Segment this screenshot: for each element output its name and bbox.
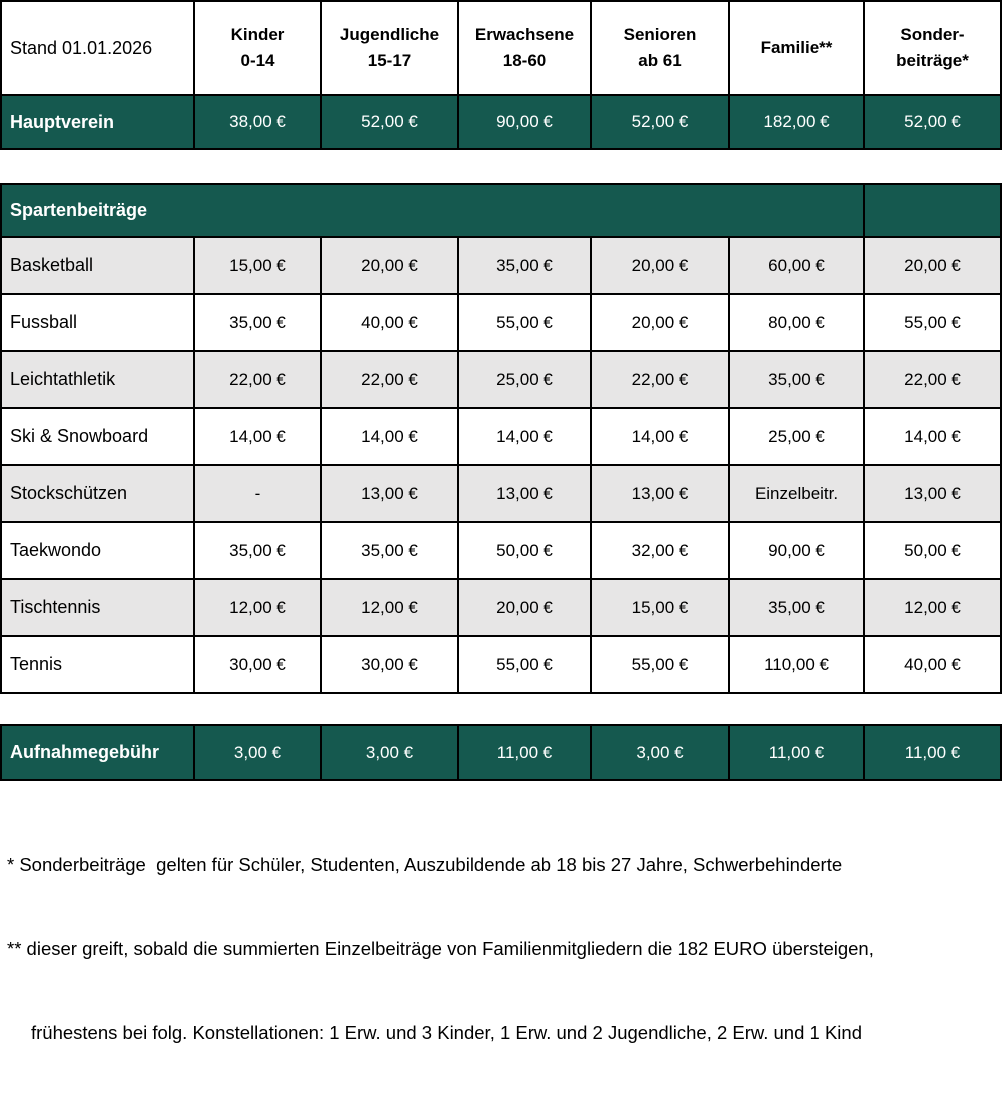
col-header-line: ab 61 bbox=[638, 51, 682, 70]
fee-cell: 20,00 € bbox=[591, 294, 729, 351]
col-header-line: Sonder- bbox=[900, 25, 965, 44]
row-fussball bbox=[1, 294, 1001, 351]
fee-cell: 40,00 € bbox=[321, 294, 458, 351]
row-ski-snowboard bbox=[1, 408, 1001, 465]
fee-cell: 22,00 € bbox=[591, 351, 729, 408]
fee-cell: 35,00 € bbox=[729, 579, 864, 636]
fee-cell: 12,00 € bbox=[194, 579, 321, 636]
fee-cell: 14,00 € bbox=[321, 408, 458, 465]
fee-cell: 60,00 € bbox=[729, 237, 864, 294]
col-header-line: beiträge* bbox=[896, 51, 969, 70]
fee-cell: 55,00 € bbox=[591, 636, 729, 693]
fee-cell: 14,00 € bbox=[458, 408, 591, 465]
fee-cell: 35,00 € bbox=[729, 351, 864, 408]
col-header-line: Kinder bbox=[230, 25, 285, 44]
fee-cell: 38,00 € bbox=[194, 95, 321, 149]
row-label: Fussball bbox=[1, 294, 194, 351]
col-header-jugendliche bbox=[321, 1, 458, 95]
row-stockschuetzen bbox=[1, 465, 1001, 522]
sparten-section-title: Spartenbeiträge bbox=[1, 184, 864, 237]
col-header-familie bbox=[729, 1, 864, 95]
fee-cell: 15,00 € bbox=[194, 237, 321, 294]
col-header-line: Familie** bbox=[760, 38, 833, 57]
fee-cell: 30,00 € bbox=[194, 636, 321, 693]
fee-cell: 90,00 € bbox=[458, 95, 591, 149]
fee-cell: 55,00 € bbox=[458, 636, 591, 693]
aufnahmegebuehr-row bbox=[1, 725, 1001, 780]
fee-cell: 11,00 € bbox=[864, 725, 1001, 780]
sparten-section-header-row bbox=[1, 184, 1001, 237]
fee-cell: 13,00 € bbox=[458, 465, 591, 522]
fee-cell: 110,00 € bbox=[729, 636, 864, 693]
fee-cell: 20,00 € bbox=[591, 237, 729, 294]
fee-cell: 40,00 € bbox=[864, 636, 1001, 693]
row-label: Taekwondo bbox=[1, 522, 194, 579]
row-label: Tennis bbox=[1, 636, 194, 693]
fee-cell: 80,00 € bbox=[729, 294, 864, 351]
row-label-hauptverein: Hauptverein bbox=[1, 95, 194, 149]
hauptverein-row bbox=[1, 95, 1001, 149]
fee-cell: - bbox=[194, 465, 321, 522]
row-tennis bbox=[1, 636, 1001, 693]
fee-cell: Einzelbeitr. bbox=[729, 465, 864, 522]
fee-cell: 13,00 € bbox=[321, 465, 458, 522]
fee-cell: 35,00 € bbox=[194, 294, 321, 351]
fee-cell: 12,00 € bbox=[321, 579, 458, 636]
fee-cell: 14,00 € bbox=[591, 408, 729, 465]
row-label: Ski & Snowboard bbox=[1, 408, 194, 465]
fee-cell: 20,00 € bbox=[864, 237, 1001, 294]
fee-cell: 14,00 € bbox=[864, 408, 1001, 465]
aufnahme-fee-table bbox=[0, 724, 1002, 781]
fee-cell: 30,00 € bbox=[321, 636, 458, 693]
sparten-fee-table bbox=[0, 183, 1002, 694]
footnote-sonderbeitraege: * Sonderbeiträge gelten für Schüler, Studenten, Auszubildende ab 18 bis 27 Jahre, Schwerbehinderte bbox=[7, 854, 843, 875]
fee-cell: 14,00 € bbox=[194, 408, 321, 465]
footnote-familie-line2: frühestens bei folg. Konstellationen: 1 Erw. und 3 Kinder, 1 Erw. und 2 Jugendliche, 2 Erw. und 1 Kind bbox=[31, 1022, 862, 1043]
fee-cell: 52,00 € bbox=[591, 95, 729, 149]
fee-cell: 11,00 € bbox=[729, 725, 864, 780]
col-header-line: 18-60 bbox=[502, 51, 547, 70]
col-header-line: 0-14 bbox=[240, 51, 275, 70]
sparten-section-empty-cell bbox=[864, 184, 1001, 237]
fee-cell: 182,00 € bbox=[729, 95, 864, 149]
row-label: Stockschützen bbox=[1, 465, 194, 522]
fee-cell: 35,00 € bbox=[458, 237, 591, 294]
fee-cell: 50,00 € bbox=[864, 522, 1001, 579]
fee-cell: 3,00 € bbox=[591, 725, 729, 780]
fee-cell: 52,00 € bbox=[864, 95, 1001, 149]
fee-cell: 52,00 € bbox=[321, 95, 458, 149]
fee-cell: 15,00 € bbox=[591, 579, 729, 636]
footnote-familie-line1: ** dieser greift, sobald die summierten Einzelbeiträge von Familienmitgliedern die 182 EURO übersteigen, bbox=[7, 938, 874, 959]
col-header-line: Erwachsene bbox=[474, 25, 575, 44]
col-header-kinder bbox=[194, 1, 321, 95]
row-basketball bbox=[1, 237, 1001, 294]
fee-cell: 50,00 € bbox=[458, 522, 591, 579]
fee-cell: 35,00 € bbox=[321, 522, 458, 579]
fee-cell: 25,00 € bbox=[729, 408, 864, 465]
fee-cell: 90,00 € bbox=[729, 522, 864, 579]
row-tischtennis bbox=[1, 579, 1001, 636]
fee-cell: 35,00 € bbox=[194, 522, 321, 579]
fee-cell: 32,00 € bbox=[591, 522, 729, 579]
fee-cell: 55,00 € bbox=[864, 294, 1001, 351]
fee-cell: 3,00 € bbox=[194, 725, 321, 780]
fee-cell: 11,00 € bbox=[458, 725, 591, 780]
footnotes bbox=[0, 795, 1000, 1103]
fee-cell: 20,00 € bbox=[321, 237, 458, 294]
fee-cell: 12,00 € bbox=[864, 579, 1001, 636]
col-header-line: 15-17 bbox=[367, 51, 412, 70]
col-header-erwachsene bbox=[458, 1, 591, 95]
main-fee-table bbox=[0, 0, 1002, 150]
fee-cell: 22,00 € bbox=[321, 351, 458, 408]
row-label: Tischtennis bbox=[1, 579, 194, 636]
row-label: Basketball bbox=[1, 237, 194, 294]
row-leichtathletik bbox=[1, 351, 1001, 408]
fee-cell: 3,00 € bbox=[321, 725, 458, 780]
header-row bbox=[1, 1, 1001, 95]
col-header-line: Senioren bbox=[623, 25, 697, 44]
stand-date-label: Stand 01.01.2026 bbox=[1, 1, 194, 95]
fee-cell: 25,00 € bbox=[458, 351, 591, 408]
row-taekwondo bbox=[1, 522, 1001, 579]
row-label-aufnahmegebuehr: Aufnahmegebühr bbox=[1, 725, 194, 780]
col-header-sonderbeitraege bbox=[864, 1, 1001, 95]
fee-cell: 13,00 € bbox=[591, 465, 729, 522]
col-header-senioren bbox=[591, 1, 729, 95]
col-header-line: Jugendliche bbox=[339, 25, 440, 44]
row-label: Leichtathletik bbox=[1, 351, 194, 408]
fee-cell: 55,00 € bbox=[458, 294, 591, 351]
fee-cell: 22,00 € bbox=[864, 351, 1001, 408]
fee-cell: 22,00 € bbox=[194, 351, 321, 408]
fee-cell: 13,00 € bbox=[864, 465, 1001, 522]
fee-cell: 20,00 € bbox=[458, 579, 591, 636]
